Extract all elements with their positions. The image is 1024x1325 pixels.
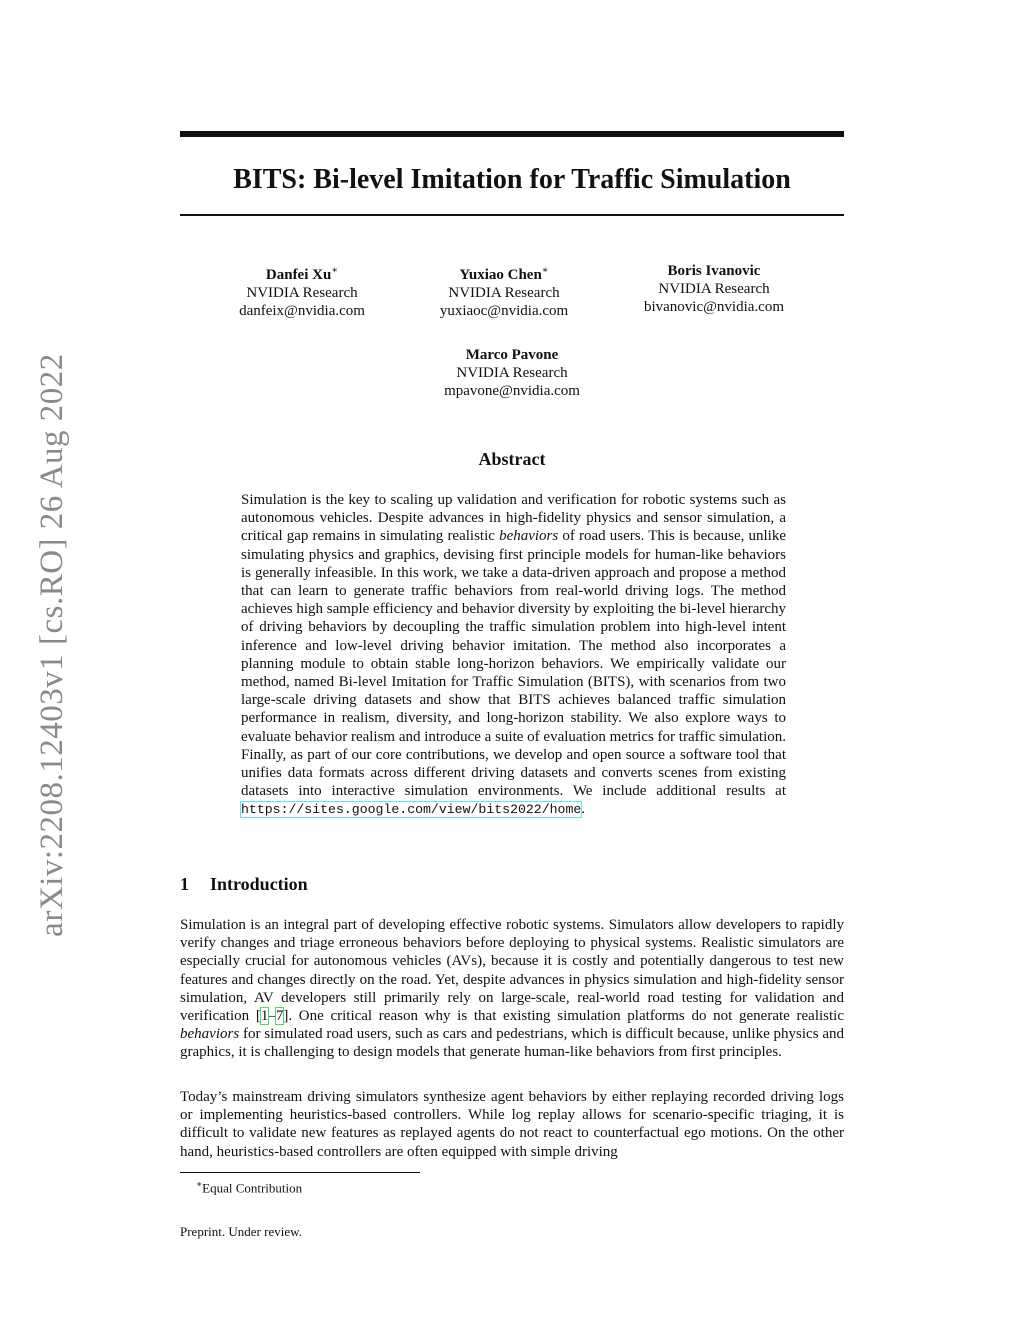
- footnote-mark: ∗: [196, 1179, 203, 1189]
- author-affiliation: NVIDIA Research: [246, 285, 358, 301]
- author-affiliation: NVIDIA Research: [448, 285, 560, 301]
- intro-paragraph-2: Today’s mainstream driving simulators synthesize agent behaviors by either replaying recorded driving logs or implementing heuristics-based controllers. While log replay allows for scenario-specific triaging, it is difficult to validate new features as replayed agents do not react to counterfactual ego motions. On the other hand, heuristics-based controllers are often equipped with simple driving: [180, 1089, 844, 1160]
- preprint-notice: Preprint. Under review.: [180, 1224, 302, 1239]
- citation-link-1[interactable]: 1: [260, 1008, 269, 1025]
- section-heading-introduction: [180, 873, 308, 895]
- author-name: Danfei Xu: [265, 267, 332, 283]
- abstract-text-1: Simulation is the key to scaling up validation and verification for robotic systems such as autonomous vehicles. Despite advances in high-fidelity physics and sensor simulation, a critical gap remains in simulating realistic: [241, 492, 786, 545]
- intro-p1-emphasis: behaviors: [180, 1026, 240, 1043]
- intro-paragraph-1: [180, 916, 844, 1062]
- author-block-3: [594, 262, 834, 316]
- footnote-rule: [180, 1172, 420, 1173]
- project-url-link[interactable]: https://sites.google.com/view/bits2022/home: [241, 802, 582, 818]
- author-email: danfeix@nvidia.com: [239, 303, 365, 319]
- author-affiliation: NVIDIA Research: [658, 281, 770, 297]
- author-email: bivanovic@nvidia.com: [643, 299, 785, 315]
- abstract-emphasis: behaviors: [499, 528, 559, 545]
- abstract-text-end: .: [581, 801, 586, 818]
- citation-link-7[interactable]: 7: [275, 1008, 284, 1025]
- author-name: Boris Ivanovic: [667, 263, 761, 279]
- footnote: [196, 1176, 302, 1196]
- section-number: 1: [180, 874, 189, 894]
- author-email: mpavone@nvidia.com: [444, 383, 580, 399]
- author-mark: ∗: [541, 265, 549, 276]
- title-bottom-rule: [180, 214, 844, 216]
- abstract-body: [241, 491, 786, 820]
- author-block-2: [384, 262, 624, 320]
- author-affiliation: NVIDIA Research: [456, 365, 568, 381]
- section-title: Introduction: [210, 874, 308, 894]
- abstract-text-2: of road users. This is because, unlike simulating physics and graphics, devising first principle models for human-like behaviors is generally infeasible. In this work, we take a data-driven approach and propose a method that can learn to generate traffic behaviors from real-world driving logs. The method achieves high sample efficiency and behavior diversity by exploiting the bi-level hierarchy of driving behaviors by decoupling the traffic simulation problem into high-level intent inference and low-level driving behavior imitation. The method also incorporates a planning module to obtain stable long-horizon behaviors. We empirically validate our method, named Bi-level Imitation for Traffic Simulation (BITS), with scenarios from two large-scale driving datasets and show that BITS achieves balanced traffic simulation performance in realism, diversity, and long-horizon stability. We also explore ways to evaluate behavior realism and introduce a suite of evaluation metrics for traffic simulation. Finally, as part of our core contributions, we develop and open source a software tool that unifies data formats across different driving datasets and converts scenes from existing datasets into interactive simulation environments. We include additional results at: [241, 528, 786, 800]
- author-name: Marco Pavone: [465, 347, 559, 363]
- citation-separator: –: [268, 1008, 276, 1025]
- abstract-heading: Abstract: [478, 449, 546, 469]
- author-block-4: [392, 346, 632, 400]
- author-mark: ∗: [331, 265, 339, 276]
- author-name: Yuxiao Chen: [459, 267, 542, 283]
- paper-title: BITS: Bi-level Imitation for Traffic Simulation: [233, 164, 791, 195]
- intro-p1-text-2: ]. One critical reason why is that existing simulation platforms do not generate realistic: [283, 1008, 844, 1025]
- title-top-rule: [180, 131, 844, 137]
- author-email: yuxiaoc@nvidia.com: [439, 303, 569, 319]
- arxiv-identifier-stamp: arXiv:2208.12403v1 [cs.RO] 26 Aug 2022: [34, 353, 70, 937]
- intro-p1-text-3: for simulated road users, such as cars and pedestrians, which is difficult because, unlike physics and graphics, it is challenging to design models that generate human-like behaviors from first principles.: [180, 1026, 844, 1061]
- footnote-text: Equal Contribution: [202, 1180, 303, 1196]
- intro-p1-text-1: Simulation is an integral part of developing effective robotic systems. Simulators allow developers to rapidly verify changes and triage erroneous behaviors before deploying to physical systems. Realistic simulators are especially crucial for autonomous vehicles (AVs), because it is costly and potentially dangerous to test new features and changes directly on the road. Yet, despite advances in physics simulation and high-fidelity sensor simulation, AV developers still primarily rely on large-scale, real-world road testing for validation and verification [: [180, 917, 844, 1025]
